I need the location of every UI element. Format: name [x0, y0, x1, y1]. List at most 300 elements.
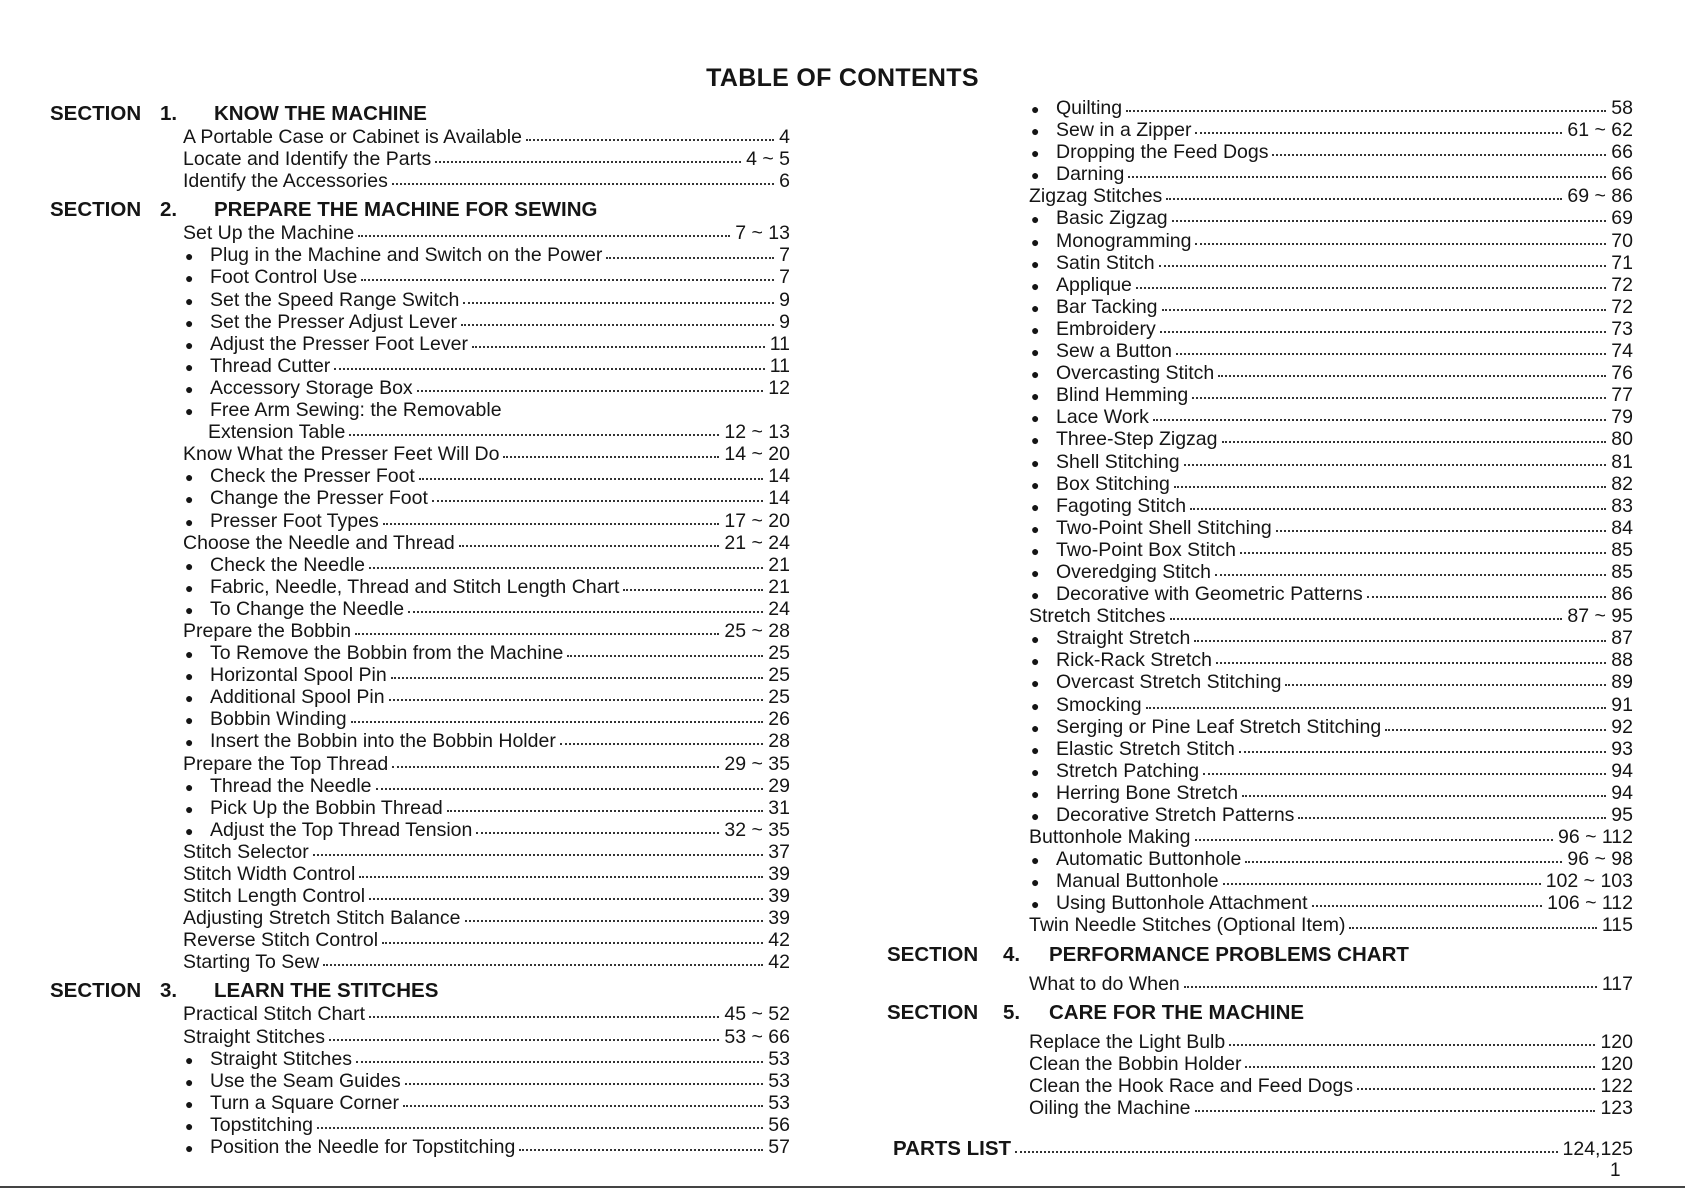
toc-entry-label: Set the Speed Range Switch: [210, 288, 460, 311]
toc-entry-page: 42: [768, 929, 790, 952]
bullet-icon: ●: [185, 270, 194, 287]
toc-entry[interactable]: [183, 377, 790, 399]
dot-leader: [459, 545, 720, 547]
toc-entry[interactable]: [1029, 185, 1633, 207]
dot-leader: [432, 500, 763, 502]
dot-leader: [465, 920, 764, 922]
toc-entry-page: 106 ~ 112: [1547, 892, 1633, 915]
toc-entry-list: [183, 1003, 790, 1158]
dot-leader: [1194, 640, 1606, 642]
toc-entry-page: 96 ~ 98: [1567, 848, 1633, 871]
toc-entry[interactable]: [1029, 738, 1633, 760]
toc-entry-page: 9: [779, 310, 790, 333]
bullet-icon: ●: [1031, 808, 1040, 824]
section-title: PERFORMANCE PROBLEMS CHART: [1049, 942, 1409, 966]
section-title: LEARN THE STITCHES: [214, 979, 439, 1003]
toc-entry-label: Choose the Needle and Thread: [183, 531, 455, 554]
toc-entry[interactable]: [1029, 1097, 1633, 1119]
toc-entry-page: 71: [1611, 251, 1633, 274]
toc-entry-page: 29: [768, 774, 790, 797]
section-title: PREPARE THE MACHINE FOR SEWING: [214, 198, 598, 222]
toc-entry[interactable]: [183, 775, 790, 797]
toc-entry[interactable]: [183, 951, 790, 973]
toc-entry[interactable]: [1029, 583, 1633, 605]
toc-entry-page: 91: [1611, 693, 1633, 716]
toc-entry[interactable]: [1029, 671, 1633, 693]
bullet-icon: ●: [1031, 277, 1040, 294]
toc-entry-label: Straight Stretch: [1056, 627, 1191, 650]
toc-entry-page: 69 ~ 86: [1567, 185, 1633, 208]
bullet-icon: ●: [1031, 719, 1040, 736]
toc-entry[interactable]: [183, 443, 790, 465]
dot-leader: [1126, 110, 1606, 112]
bullet-icon: ●: [1031, 233, 1040, 250]
toc-entry-page: 21 ~ 24: [724, 531, 790, 554]
toc-entry[interactable]: [1029, 973, 1633, 995]
toc-entry-label: Free Arm Sewing: the Removable: [210, 399, 502, 422]
dot-leader: [1195, 243, 1606, 245]
toc-entry[interactable]: [183, 907, 790, 929]
dot-leader: [1357, 1088, 1595, 1090]
dot-leader: [1170, 618, 1563, 620]
toc-entry-label: Position the Needle for Topstitching: [210, 1136, 516, 1159]
bullet-icon: ●: [185, 1140, 194, 1157]
toc-entry[interactable]: [1029, 119, 1633, 141]
bullet-icon: ●: [1031, 587, 1040, 604]
dot-leader: [435, 161, 741, 163]
bullet-icon: ●: [185, 314, 194, 331]
toc-entry[interactable]: [1029, 561, 1633, 583]
toc-entry[interactable]: [183, 148, 790, 170]
bullet-icon: ●: [1031, 542, 1040, 559]
dot-leader: [1223, 883, 1541, 885]
toc-entry-page: 12 ~ 13: [724, 421, 790, 444]
section-number: 2.: [160, 198, 178, 222]
toc-entry[interactable]: [1029, 1075, 1633, 1097]
toc-entry[interactable]: [183, 170, 790, 192]
toc-entry-page: 26: [768, 708, 790, 731]
toc-entry-page: 39: [768, 885, 790, 908]
toc-entry[interactable]: [183, 730, 790, 752]
toc-entry[interactable]: [1029, 760, 1633, 782]
toc-entry[interactable]: [1029, 605, 1633, 627]
toc-entry[interactable]: [183, 1003, 790, 1025]
dot-leader: [383, 523, 720, 525]
bullet-icon: ●: [185, 1117, 194, 1134]
toc-entry-page: 123: [1600, 1096, 1633, 1119]
toc-entry[interactable]: [183, 554, 790, 576]
toc-entry[interactable]: [1029, 451, 1633, 473]
toc-entry-page: 120: [1600, 1052, 1633, 1075]
toc-entry-label: Decorative Stretch Patterns: [1056, 804, 1295, 826]
toc-entry-label: Manual Buttonhole: [1056, 870, 1219, 893]
toc-entry-page: 21: [768, 575, 790, 598]
bullet-icon: ●: [1031, 432, 1040, 449]
toc-entry[interactable]: [183, 686, 790, 708]
toc-entry[interactable]: [1029, 141, 1633, 163]
dot-leader: [1298, 817, 1606, 819]
toc-entry-page: 58: [1611, 97, 1633, 119]
toc-entry-page: 25 ~ 28: [724, 619, 790, 642]
bullet-icon: ●: [1031, 631, 1040, 648]
toc-entry-label: Adjust the Top Thread Tension: [210, 818, 473, 841]
toc-entry[interactable]: [1029, 694, 1633, 716]
toc-right-column: [887, 97, 1633, 1119]
toc-entry-label: Fabric, Needle, Thread and Stitch Length Chart: [210, 575, 620, 598]
dot-leader: [1245, 861, 1562, 863]
toc-entry[interactable]: [1029, 782, 1633, 804]
toc-entry-label: Straight Stitches: [183, 1025, 325, 1048]
bullet-icon: ●: [185, 800, 194, 817]
dot-leader: [376, 788, 764, 790]
dot-leader: [1128, 176, 1606, 178]
toc-entry-page: 25: [768, 664, 790, 687]
toc-entry[interactable]: [183, 642, 790, 664]
section-number: 4.: [1003, 942, 1021, 966]
toc-entry-label: Starting To Sew: [183, 951, 320, 974]
bullet-icon: ●: [1031, 697, 1040, 714]
toc-entry[interactable]: [1029, 914, 1633, 936]
toc-entry-page: 9: [779, 288, 790, 311]
dot-leader: [351, 721, 764, 723]
dot-leader: [361, 279, 774, 281]
toc-entry-label: Locate and Identify the Parts: [183, 148, 432, 171]
section-number: 1.: [160, 102, 178, 125]
toc-entry-page: 84: [1611, 516, 1633, 539]
toc-entry-label: Plug in the Machine and Switch on the Power: [210, 244, 603, 267]
toc-entry-list: [183, 126, 790, 192]
toc-entry[interactable]: [1029, 826, 1633, 848]
bullet-icon: ●: [1031, 321, 1040, 338]
bullet-icon: ●: [185, 712, 194, 729]
dot-leader: [349, 434, 719, 436]
bullet-icon: ●: [1031, 167, 1040, 184]
toc-entry-page: 88: [1611, 649, 1633, 672]
toc-entry[interactable]: [183, 333, 790, 355]
toc-entry-label: Straight Stitches: [210, 1047, 352, 1070]
toc-entry[interactable]: [1029, 406, 1633, 428]
toc-entry-label: Applique: [1056, 273, 1132, 296]
toc-entry[interactable]: [1029, 384, 1633, 406]
toc-entry-page: 37: [768, 840, 790, 863]
bullet-icon: ●: [185, 1095, 194, 1112]
dot-leader: [329, 1039, 719, 1041]
toc-entry-label: Stretch Stitches: [1029, 605, 1166, 628]
toc-entry-label: Prepare the Top Thread: [183, 752, 389, 775]
toc-entry-label: Smocking: [1056, 693, 1142, 716]
toc-entry[interactable]: [183, 1070, 790, 1092]
bullet-icon: ●: [185, 513, 194, 530]
toc-entry[interactable]: [183, 465, 790, 487]
toc-entry[interactable]: [1029, 274, 1633, 296]
toc-entry-label: Basic Zigzag: [1056, 207, 1168, 230]
section-word: SECTION: [50, 198, 142, 222]
toc-entry-label: Monogramming: [1056, 229, 1192, 252]
toc-entry[interactable]: [183, 399, 790, 421]
toc-entry-label: Embroidery: [1056, 317, 1156, 340]
toc-entry[interactable]: [183, 510, 790, 532]
bullet-icon: ●: [1031, 852, 1040, 869]
toc-entry-page: 85: [1611, 560, 1633, 583]
toc-entry[interactable]: [183, 1048, 790, 1070]
bullet-icon: ●: [1031, 454, 1040, 471]
dot-leader: [461, 324, 774, 326]
toc-entry[interactable]: [183, 487, 790, 509]
toc-entry-page: 87 ~ 95: [1567, 605, 1633, 628]
toc-entry[interactable]: [183, 753, 790, 775]
toc-entry-label: Quilting: [1056, 97, 1123, 119]
toc-entry-label: To Remove the Bobbin from the Machine: [210, 642, 564, 665]
toc-entry-page: 57: [768, 1136, 790, 1159]
toc-entry-list: [183, 222, 790, 973]
toc-entry[interactable]: [183, 311, 790, 333]
dot-leader: [1385, 729, 1606, 731]
toc-entry-label: Thread the Needle: [210, 774, 372, 797]
toc-entry[interactable]: [183, 421, 790, 443]
toc-entry[interactable]: [1029, 1053, 1633, 1075]
toc-entry-page: 14 ~ 20: [724, 443, 790, 466]
toc-entry[interactable]: [183, 576, 790, 598]
toc-entry-label: Herring Bone Stretch: [1056, 781, 1239, 804]
section-word: SECTION: [50, 102, 142, 125]
toc-entry-page: 6: [779, 170, 790, 193]
section-heading: [887, 1001, 1633, 1025]
bullet-icon: ●: [185, 646, 194, 663]
dot-leader: [359, 876, 763, 878]
section-title: CARE FOR THE MACHINE: [1049, 1000, 1305, 1024]
toc-entry-label: Three-Step Zigzag: [1056, 428, 1218, 451]
toc-entry[interactable]: [183, 841, 790, 863]
section-number: 5.: [1003, 1000, 1021, 1024]
toc-entry[interactable]: [1029, 97, 1633, 119]
bullet-icon: ●: [1031, 410, 1040, 427]
toc-entry[interactable]: [183, 819, 790, 841]
dot-leader: [1367, 596, 1607, 598]
toc-entry-page: 25: [768, 686, 790, 709]
toc-entry[interactable]: [1029, 804, 1633, 826]
toc-entry-page: 7 ~ 13: [735, 222, 790, 245]
toc-entry-label: Horizontal Spool Pin: [210, 664, 387, 687]
toc-entry-label: Additional Spool Pin: [210, 686, 385, 709]
bullet-icon: ●: [1031, 896, 1040, 913]
dot-leader: [606, 257, 774, 259]
dot-leader: [472, 346, 765, 348]
toc-entry-label: Adjusting Stretch Stitch Balance: [183, 907, 461, 930]
toc-entry[interactable]: [1029, 716, 1633, 738]
dot-leader: [1272, 154, 1606, 156]
toc-entry-page: 14: [768, 487, 790, 510]
dot-leader: [389, 699, 764, 701]
toc-entry-page: 4: [779, 126, 790, 148]
toc-entry-page: 87: [1611, 627, 1633, 650]
toc-entry-page: 53 ~ 66: [724, 1025, 790, 1048]
bullet-icon: ●: [1031, 874, 1040, 891]
dot-leader: [1153, 419, 1606, 421]
toc-entry[interactable]: [183, 289, 790, 311]
toc-entry-label: Shell Stitching: [1056, 450, 1180, 473]
toc-entry-label: To Change the Needle: [210, 597, 405, 620]
bullet-icon: ●: [1031, 299, 1040, 316]
dot-leader: [503, 456, 719, 458]
bullet-icon: ●: [1031, 211, 1040, 228]
toc-entry-page: 70: [1611, 229, 1633, 252]
dot-leader: [356, 1061, 763, 1063]
toc-entry[interactable]: [183, 598, 790, 620]
toc-entry[interactable]: [1029, 848, 1633, 870]
toc-entry-label: A Portable Case or Cabinet is Available: [183, 126, 522, 148]
toc-entry[interactable]: [183, 664, 790, 686]
toc-entry[interactable]: [1029, 362, 1633, 384]
dot-leader: [1160, 331, 1607, 333]
toc-entry[interactable]: [183, 863, 790, 885]
toc-entry[interactable]: [183, 266, 790, 288]
parts-list-page: 124,125: [1562, 1138, 1633, 1160]
parts-list-entry[interactable]: [893, 1137, 1633, 1161]
toc-entry-page: 83: [1611, 494, 1633, 517]
toc-entry-label: Fagoting Stitch: [1056, 494, 1187, 517]
toc-entry[interactable]: [183, 797, 790, 819]
toc-entry-label: Prepare the Bobbin: [183, 619, 352, 642]
toc-entry[interactable]: [1029, 252, 1633, 274]
toc-entry-page: 32 ~ 35: [724, 818, 790, 841]
toc-entry-label: Two-Point Shell Stitching: [1056, 516, 1272, 539]
dot-leader: [1159, 265, 1607, 267]
toc-entry-label: Set Up the Machine: [183, 222, 355, 245]
toc-entry[interactable]: [1029, 870, 1633, 892]
dot-leader: [1349, 927, 1596, 929]
toc-entry-label: Sew in a Zipper: [1056, 119, 1192, 142]
toc-entry[interactable]: [183, 885, 790, 907]
dot-leader: [1203, 773, 1606, 775]
toc-entry-page: 11: [769, 354, 790, 377]
toc-entry[interactable]: [1029, 892, 1633, 914]
toc-entry[interactable]: [183, 1026, 790, 1048]
dot-leader: [369, 898, 763, 900]
dot-leader: [323, 964, 763, 966]
toc-entry-page: 61 ~ 62: [1567, 119, 1633, 142]
toc-entry[interactable]: [183, 126, 790, 148]
toc-entry-label: Stitch Width Control: [183, 863, 356, 885]
toc-entry-page: 81: [1611, 450, 1633, 473]
toc-entry-label: Overcasting Stitch: [1056, 362, 1215, 385]
dot-leader: [1192, 397, 1606, 399]
dot-leader: [403, 1105, 763, 1107]
toc-entry-page: 120: [1600, 1030, 1633, 1053]
toc-entry[interactable]: [183, 1114, 790, 1136]
toc-entry[interactable]: [183, 355, 790, 377]
toc-entry-page: 4 ~ 5: [746, 148, 790, 171]
toc-entry-page: 53: [768, 1069, 790, 1092]
toc-entry[interactable]: [1029, 495, 1633, 517]
toc-entry-page: 80: [1611, 428, 1633, 451]
section-heading: [50, 198, 790, 222]
toc-entry-page: 69: [1611, 207, 1633, 230]
toc-entry[interactable]: [1029, 649, 1633, 671]
toc-entry[interactable]: [183, 620, 790, 642]
toc-entry[interactable]: [183, 708, 790, 730]
toc-entry[interactable]: [1029, 296, 1633, 318]
toc-entry-page: 56: [768, 1113, 790, 1136]
toc-entry-page: 74: [1611, 340, 1633, 363]
dot-leader: [567, 655, 763, 657]
bullet-icon: ●: [185, 822, 194, 839]
toc-entry-page: 7: [779, 266, 790, 289]
bullet-icon: ●: [1031, 388, 1040, 405]
toc-entry[interactable]: [1029, 1031, 1633, 1053]
toc-entry-page: 79: [1611, 406, 1633, 429]
bullet-icon: ●: [185, 734, 194, 751]
toc-entry-page: 102 ~ 103: [1545, 870, 1633, 893]
bullet-icon: ●: [185, 380, 194, 397]
toc-entry[interactable]: [1029, 517, 1633, 539]
toc-entry[interactable]: [183, 1092, 790, 1114]
toc-entry[interactable]: [1029, 473, 1633, 495]
toc-entry-label: Practical Stitch Chart: [183, 1003, 366, 1026]
section-word: SECTION: [887, 942, 979, 966]
bullet-icon: ●: [185, 579, 194, 596]
toc-entry-label: Accessory Storage Box: [210, 376, 413, 399]
toc-entry-label: Serging or Pine Leaf Stretch Stitching: [1056, 715, 1382, 738]
bullet-icon: ●: [1031, 145, 1040, 162]
toc-entry[interactable]: [1029, 230, 1633, 252]
bullet-icon: ●: [185, 292, 194, 309]
section-word: SECTION: [50, 979, 142, 1003]
toc-entry-page: 24: [768, 597, 790, 620]
section-title: KNOW THE MACHINE: [214, 102, 427, 125]
toc-entry[interactable]: [183, 532, 790, 554]
dot-leader: [1195, 132, 1562, 134]
section-heading: [50, 102, 790, 126]
toc-entry-page: 89: [1611, 671, 1633, 694]
toc-entry-page: 66: [1611, 141, 1633, 164]
dot-leader: [476, 832, 719, 834]
toc-entry[interactable]: [183, 244, 790, 266]
toc-entry-page: 66: [1611, 163, 1633, 186]
bullet-icon: ●: [185, 248, 194, 265]
bullet-icon: ●: [1031, 741, 1040, 758]
bullet-icon: ●: [185, 557, 194, 574]
toc-entry-label: Satin Stitch: [1056, 251, 1155, 274]
toc-entry-page: 14: [768, 465, 790, 488]
dot-leader: [1285, 684, 1606, 686]
toc-entry[interactable]: [183, 929, 790, 951]
toc-entry[interactable]: [183, 222, 790, 244]
bullet-icon: ●: [185, 601, 194, 618]
section-heading: [50, 979, 790, 1003]
toc-entry[interactable]: [1029, 207, 1633, 229]
toc-entry[interactable]: [1029, 539, 1633, 561]
toc-entry-page: 95: [1611, 804, 1633, 826]
toc-entry-label: Set the Presser Adjust Lever: [210, 310, 458, 333]
bullet-icon: ●: [185, 690, 194, 707]
toc-entry[interactable]: [183, 1136, 790, 1158]
dot-leader: [1190, 508, 1606, 510]
dot-leader: [392, 183, 774, 185]
toc-entry[interactable]: [1029, 428, 1633, 450]
toc-entry[interactable]: [1029, 340, 1633, 362]
toc-entry-label: Buttonhole Making: [1029, 826, 1191, 849]
toc-entry[interactable]: [1029, 318, 1633, 340]
bullet-icon: ●: [1031, 366, 1040, 383]
toc-entry-label: Automatic Buttonhole: [1056, 848, 1242, 871]
dot-leader: [526, 139, 774, 141]
dot-leader: [313, 854, 764, 856]
toc-entry[interactable]: [1029, 163, 1633, 185]
toc-entry-page: 45 ~ 52: [724, 1003, 790, 1026]
dot-leader: [519, 1149, 763, 1151]
toc-entry[interactable]: [1029, 627, 1633, 649]
toc-entry-label: Replace the Light Bulb: [1029, 1030, 1226, 1053]
